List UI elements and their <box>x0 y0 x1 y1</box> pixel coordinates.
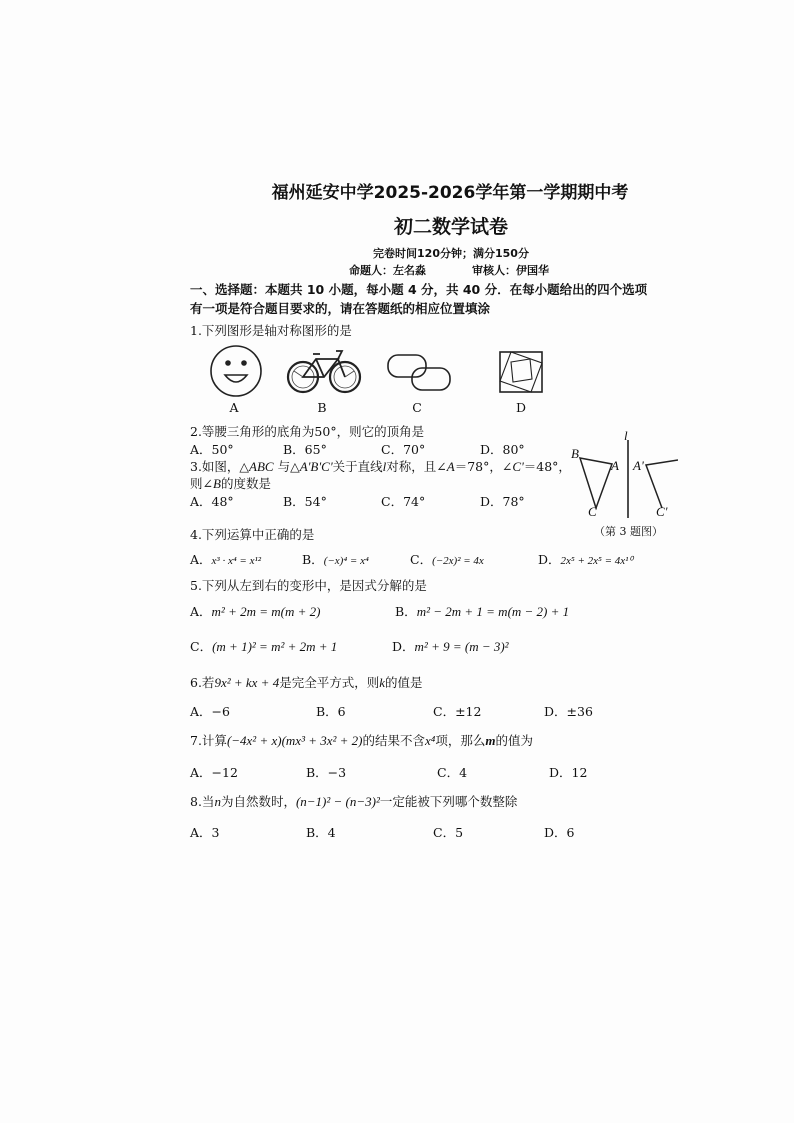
q5-option-a: A．m² + 2m = m(m + 2) <box>190 604 321 619</box>
q2-stem: 2.等腰三角形的底角为50°，则它的顶角是 <box>190 424 425 439</box>
q2-option-a: A．50° <box>190 442 234 457</box>
q7-stem: 7.计算(−4x² + x)(mx³ + 3x² + 2)的结果不含x⁴项，那么m的值为 <box>190 733 533 748</box>
q5-option-c: C．(m + 1)² = m² + 2m + 1 <box>190 639 338 654</box>
q8-stem: 8.当n为自然数时，(n−1)² − (n−3)²一定能被下列哪个数整除 <box>190 794 518 809</box>
q5-option-d: D．m² + 9 = (m − 3)² <box>392 639 509 654</box>
q3-option-c: C．74° <box>381 494 426 509</box>
q1-figure-d-squares <box>498 350 544 394</box>
q4-option-b: B．(−x)⁴ = x⁴ <box>302 552 369 567</box>
q6-option-d: D．±36 <box>544 704 593 719</box>
q6-stem: 6.若9x² + kx + 4是完全平方式，则k的值是 <box>190 675 423 690</box>
exam-title: 初二数学试卷 <box>393 216 508 238</box>
q2-option-d: D．80° <box>480 442 525 457</box>
q6-option-c: C．±12 <box>433 704 482 719</box>
q3-fig-label-l: l <box>624 428 628 443</box>
q1-stem: 1.下列图形是轴对称图形的是 <box>190 323 352 338</box>
school-exam-line: 福州延安中学2025-2026学年第一学期期中考 <box>271 183 629 203</box>
q7-option-d: D．12 <box>549 765 588 780</box>
q3-fig-label-a1: A' <box>633 458 644 473</box>
q1-label-c: C <box>412 400 422 415</box>
q3-option-a: A．48° <box>190 494 234 509</box>
q6-option-a: A．−6 <box>190 704 230 719</box>
section-heading-line1: 一、选择题：本题共 10 小题，每小题 4 分，共 40 分．在每小题给出的四个选项 <box>190 282 648 297</box>
q4-option-a: A．x³ · x⁴ = x¹² <box>190 552 262 567</box>
q8-option-b: B．4 <box>306 825 336 840</box>
q1-label-d: D <box>515 400 527 415</box>
q8-option-d: D．6 <box>544 825 575 840</box>
q3-option-b: B．54° <box>283 494 327 509</box>
q3-option-d: D．78° <box>480 494 525 509</box>
q2-option-b: B．65° <box>283 442 327 457</box>
q8-option-c: C．5 <box>433 825 464 840</box>
q3-figure-caption: （第 3 题图） <box>594 525 663 538</box>
q3-fig-label-c1: C' <box>656 504 668 519</box>
q1-figure-a-smiley <box>208 343 264 399</box>
q3-stem-line2: 则∠B的度数是 <box>190 476 271 491</box>
setter-info: 命题人：左名淼 <box>349 264 426 277</box>
q8-option-a: A．3 <box>190 825 220 840</box>
q4-stem: 4.下列运算中正确的是 <box>190 527 315 542</box>
q7-option-c: C．4 <box>437 765 468 780</box>
q7-option-b: B．−3 <box>306 765 347 780</box>
q1-label-a: A <box>229 400 239 415</box>
q1-figure-b-bicycle <box>286 345 362 395</box>
section-heading-line2: 有一项是符合题目要求的，请在答题纸的相应位置填涂 <box>190 301 491 316</box>
reviewer-info: 审核人：伊国华 <box>472 264 549 277</box>
q3-fig-label-c: C <box>588 504 597 519</box>
q3-fig-label-a: A <box>611 458 619 473</box>
q5-stem: 5.下列从左到右的变形中，是因式分解的是 <box>190 578 427 593</box>
q3-fig-label-b: B <box>571 446 579 461</box>
q6-option-b: B．6 <box>316 704 346 719</box>
q3-stem-line1: 3.如图，△ABC 与△A'B'C'关于直线l对称，且∠A＝78°，∠C'＝48°， <box>190 459 571 474</box>
q5-option-b: B．m² − 2m + 1 = m(m − 2) + 1 <box>395 604 570 619</box>
time-score-info: 完卷时间120分钟；满分150分 <box>373 247 529 260</box>
q7-option-a: A．−12 <box>190 765 238 780</box>
q4-option-d: D．2x⁵ + 2x⁵ = 4x¹⁰ <box>538 552 633 567</box>
q1-figure-c-links <box>386 352 454 394</box>
q2-option-c: C．70° <box>381 442 426 457</box>
q1-label-b: B <box>317 400 327 415</box>
q4-option-c: C．(−2x)² = 4x <box>410 552 484 567</box>
